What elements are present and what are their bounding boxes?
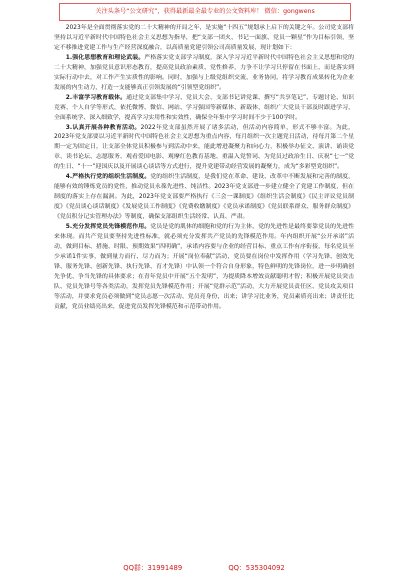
footer-qq-number: QQ：535304092: [228, 564, 285, 572]
section-text: 通过党支部集中学习、党员大会、支部书记讲党课、撰写“共享笔记”、专题讨论、知识竞赛、个人自学等形式，依托微博、微信、网站、学习强国等新媒体、新载体，组织广大党员干部及时跟进学习，全面系统学、深入细致学，提高学习实用性和实效性，确保全年集中学习时间不少于100学时。: [54, 94, 354, 121]
footer-contact: [0, 561, 408, 575]
section-text: 党员是党的肌体的细胞和党的行为主体，党的先进性是最终要靠党员的先进性来体现。而共产党员要坚持先进性标准，就必须充分发挥共产党员的先锋模范作用。年内组织开展“公开承诺”活动，做到目标、措施、时限、预期效果“四明确”，承诺内容要与企业的经营目标、重点工作有序衔接，每名党员至少承诺1件实事，做到量力而行、尽力而为；开展“岗位奉献”活动，党员要在岗位中发挥作用（学习先锋、创效先锋、服务先锋、创新先锋、执行先锋、育才先锋）中认领一个符合自身形象，特色鲜明的先锋岗位，进一步明确创先争优、争当先锋的具体要求；在青年党员中开展“五个发明”，为提质降本增效贡献聪明才智；积极开展党员突击队、党员先锋号等各类活动，发挥党员先锋模范作用；开展“党群示范”活动，大力开展党员责任区、党员攻关项目等活动，并要求党员必须做到“党员志愿一次活动、党员亮身份，出来；讲学习比业务，党员素质亮出来；讲责任比贡献，党员业绩亮出来，促进党员发挥先锋模范和示范带动作用。: [54, 224, 354, 310]
section-paragraph: [54, 124, 354, 174]
intro-paragraph: 2023年是全面贯彻落实党的二十大精神的开局之年，是实施“十四五”规划承上启下的关键之年。公司党支部将坚持以习近平新时代中国特色社会主义思想为指导，把“支部一团火、书记一面旗、党员一颗星”作为目标引领，坚定不移推进党建工作与生产经营深度融合，以高质量党建引领公司高质量发展，现计划如下：: [54, 25, 354, 51]
footer-qq-group: QQ群：31991489: [123, 564, 183, 572]
section-heading: 1.强化思想教育和理论武装。: [65, 54, 145, 61]
section-heading: 2.丰富学习教育载体。: [65, 94, 127, 101]
header-banner: 关注头条号“公文研究”，获得最新最全最专业的公文资料库！ 微信：gongwens: [59, 3, 351, 21]
section-heading: 5.充分发挥党员先锋模范作用。: [65, 224, 151, 231]
document-body: [54, 24, 354, 544]
section-paragraph: [54, 54, 354, 94]
section-heading: 4.严格执行党的组织生活制度。: [65, 174, 151, 181]
section-paragraph: [54, 173, 354, 223]
section-text: 严格落实党支部学习制度，深入学习习近平新时代中国特色社会主义思想和党的二十大精神，加强党员意识形态教育，提高党员政治素质、党性修养，力争不让学习只停留在书面上，而是落实到实际行动中去，对工作产生实质性的影响。同时，加强与上级党组织交流，业务协同，将学习教育成果转化为企业发展的内生动力，打造一支能够真正引领发展的“引领型党组织”。: [54, 54, 355, 91]
section-text: 2022年党支部虽然开展了诸多活动，但活动内容简单，形式不够丰富。为此，2023年党支部要以习近平新时代中国特色社会主义思想为重点内容，每月组织一次主题党日活动，待每月第二个星期一定为固定日，让支部全体党员积极参与到活动中来，能此增进凝聚力和向心力，积极举办征文、演讲、诵读党章、读书论坛、志愿服务、观看爱国电影、观摩红色教育基地、重温入党誓词、为党员过政治生日、庆祝“七一”党的生日、“十一”迎国庆以及开展谈心谈话等方式进行，提升党建带动经营发展的凝聚力，成为“多彩型党组织”。: [54, 124, 354, 171]
section-heading: 3.认真开展各种教育活动。: [65, 124, 141, 131]
section-paragraph: [54, 223, 354, 313]
section-text: 党的组织生活制度，是我们党在革命、建设、改革中不断发展和完善的制度，能够有效的锤炼党员的党性，推动党员永葆先进性、纯洁性。2023年党支部进一步建立健全了党建工作制度，但在制度的落实上存在漏洞。为此，2023年党支部要严格执行《三会一课制度》《组织生活会制度》《民主评议党员制度》《党员谈心谈话制度》《发展党员工作制度》《党费收缴制度》《党员承诺制度》《党员联系群众、服务群众制度》《党员积分记实管理办法》等制度，确保支部组织生活经常、认真、严肃。: [54, 174, 354, 221]
section-paragraph: [54, 94, 354, 124]
